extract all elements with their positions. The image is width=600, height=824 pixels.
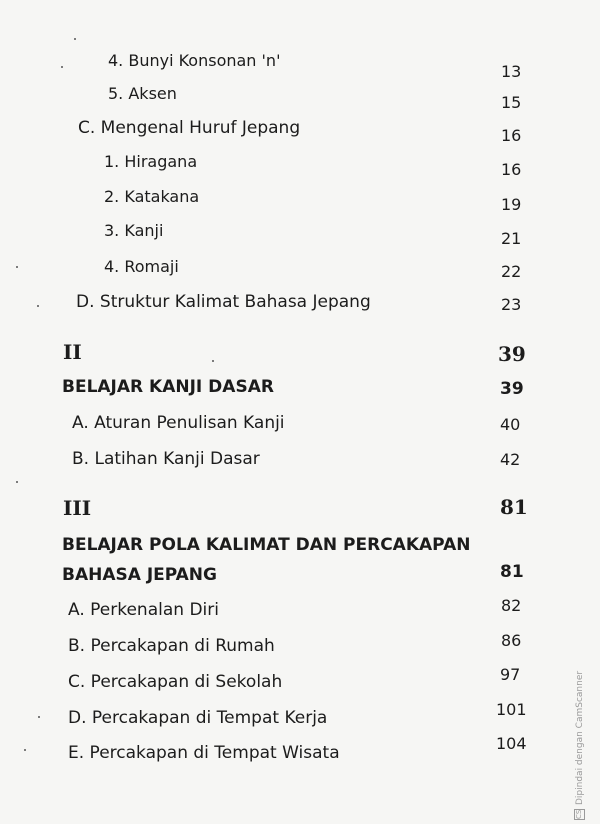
- toc-entry-page: 42: [500, 450, 521, 469]
- toc-entry-label: 3. Kanji: [104, 221, 164, 240]
- toc-entry-page: 40: [500, 415, 521, 434]
- scan-speck: [16, 481, 18, 483]
- toc-entry-label: E. Percakapan di Tempat Wisata: [68, 743, 340, 763]
- scanner-watermark-text: Dipindai dengan CamScanner: [575, 670, 585, 805]
- chapter-page: 81: [500, 495, 528, 519]
- toc-entry-label: D. Struktur Kalimat Bahasa Jepang: [76, 292, 371, 312]
- toc-entry-label: 2. Katakana: [104, 187, 200, 206]
- chapter-number: III: [63, 496, 92, 520]
- toc-entry-label: 4. Bunyi Konsonan 'n': [108, 51, 281, 70]
- toc-entry-page: 22: [501, 262, 522, 281]
- toc-entry-label: C. Mengenal Huruf Jepang: [78, 118, 301, 138]
- chapter-title: BELAJAR POLA KALIMAT DAN PERCAKAPAN: [62, 535, 471, 555]
- toc-entry-page: 15: [501, 93, 522, 112]
- toc-entry-label: 1. Hiragana: [104, 152, 198, 171]
- chapter-number: II: [63, 340, 82, 364]
- toc-entry-label: C. Percakapan di Sekolah: [68, 672, 283, 692]
- scan-speck: [16, 266, 18, 268]
- toc-entry-page: 19: [501, 195, 522, 214]
- chapter-page: 39: [498, 342, 526, 366]
- toc-entry-label: 4. Romaji: [104, 257, 179, 276]
- scan-speck: [74, 38, 76, 40]
- toc-entry-page: 82: [501, 596, 522, 615]
- toc-entry-page: 104: [496, 734, 527, 753]
- chapter-title: BAHASA JEPANG: [62, 565, 217, 585]
- toc-entry-label: B. Percakapan di Rumah: [68, 636, 275, 656]
- toc-entry-label: A. Aturan Penulisan Kanji: [72, 413, 285, 433]
- toc-entry-page: 16: [501, 160, 522, 179]
- toc-entry-page: 101: [496, 700, 527, 719]
- toc-entry-page: 16: [501, 126, 522, 145]
- toc-entry-page: 97: [500, 665, 521, 684]
- scan-speck: [37, 305, 39, 307]
- scanner-badge-icon: CS: [575, 809, 583, 819]
- toc-entry-page: 81: [500, 562, 524, 582]
- scan-speck: [61, 66, 63, 68]
- toc-entry-label: 5. Aksen: [108, 84, 177, 103]
- scanner-watermark: [574, 671, 585, 820]
- toc-entry-label: B. Latihan Kanji Dasar: [72, 449, 260, 469]
- toc-entry-label: D. Percakapan di Tempat Kerja: [68, 708, 328, 728]
- chapter-title: BELAJAR KANJI DASAR: [62, 377, 274, 397]
- toc-entry-label: A. Perkenalan Diri: [68, 600, 219, 620]
- scan-speck: [24, 749, 26, 751]
- toc-entry-page: 21: [501, 229, 522, 248]
- toc-entry-page: 13: [501, 62, 522, 81]
- toc-entry-page: 86: [501, 631, 522, 650]
- toc-entry-page: 39: [500, 379, 524, 399]
- scan-speck: [38, 716, 40, 718]
- toc-entry-page: 23: [501, 295, 522, 314]
- scan-speck: [212, 360, 214, 362]
